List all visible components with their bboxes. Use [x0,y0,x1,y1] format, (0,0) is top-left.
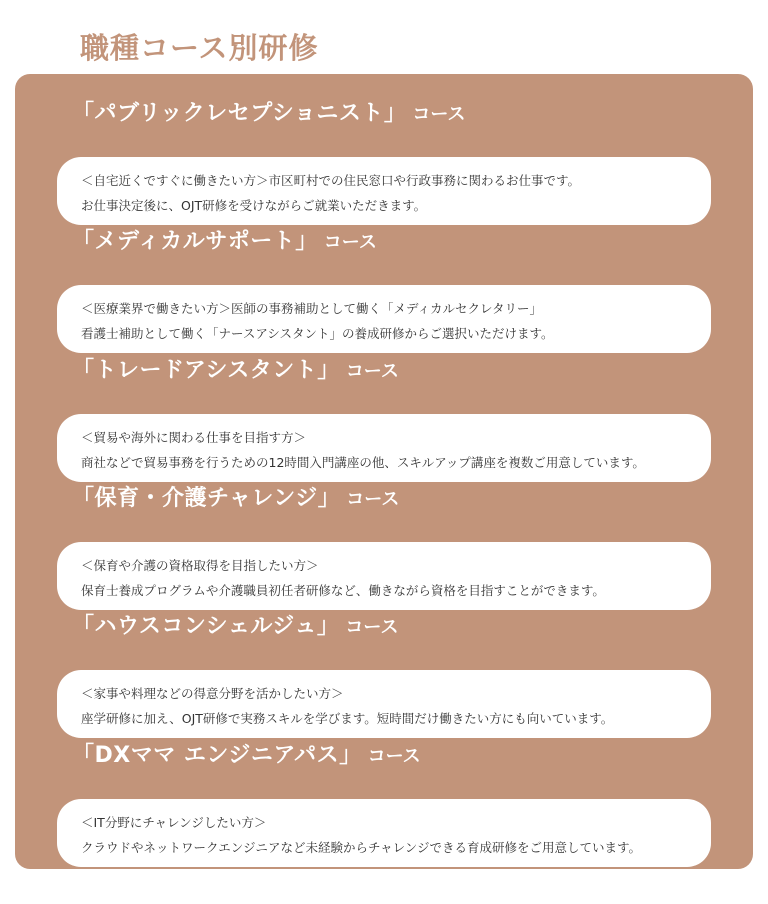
course-heading [72,738,421,769]
course-suffix: コース [345,361,399,382]
course-target: ＜医療業界で働きたい方＞医師の事務補助として働く「メディカルセクレタリー」 [81,301,543,316]
course-suffix: コース [345,617,399,638]
course-name: 「パブリックレセプショニスト」 [72,101,407,126]
course-target: ＜自宅近くですぐに働きたい方＞市区町村での住民窓口や行政事務に関わるお仕事です。 [81,173,581,188]
course-heading [72,481,399,512]
course-description: クラウドやネットワークエンジニアなど未経験からチャレンジできる育成研修をご用意しています。 [81,840,641,855]
course-suffix: コース [412,104,466,125]
course-heading [72,224,377,255]
course-name: 「ハウスコンシェルジュ」 [72,614,340,639]
course-heading [72,609,398,640]
course-description: 座学研修に加え、OJT研修で実務スキルを学びます。短時間だけ働きたい方にも向いています。 [81,711,614,726]
course-description: 看護士補助として働く「ナースアシスタント」の養成研修からご選択いただけます。 [81,326,554,341]
course-name: 「トレードアシスタント」 [72,358,340,383]
course-name: 「DXママ エンジニアパス」 [72,743,362,768]
course-suffix: コース [346,489,400,510]
course-heading [72,353,399,384]
course-description: 商社などで貿易事務を行うための12時間入門講座の他、スキルアップ講座を複数ご用意しています。 [81,455,645,470]
course-target: ＜IT分野にチャレンジしたい方＞ [81,815,267,830]
course-description-box [57,670,711,738]
page-title: 職種コース別研修 [80,31,319,65]
course-description: お仕事決定後に、OJT研修を受けながらご就業いただきます。 [81,198,427,213]
course-description-box [57,542,711,610]
course-description-box [57,285,711,353]
course-target: ＜貿易や海外に関わる仕事を目指す方＞ [81,430,307,445]
course-name: 「保育・介護チャレンジ」 [72,486,341,511]
course-heading [72,96,466,127]
course-name: 「メディカルサポート」 [72,229,318,254]
course-suffix: コース [323,232,377,253]
course-target: ＜保育や介護の資格取得を目指したい方＞ [81,558,319,573]
course-suffix: コース [367,746,421,767]
course-description-box [57,157,711,225]
course-description-box [57,414,711,482]
course-target: ＜家事や料理などの得意分野を活かしたい方＞ [81,686,344,701]
course-description-box [57,799,711,867]
course-panel [15,74,753,869]
course-description: 保育士養成プログラムや介護職員初任者研修など、働きながら資格を目指すことができます。 [81,583,605,598]
